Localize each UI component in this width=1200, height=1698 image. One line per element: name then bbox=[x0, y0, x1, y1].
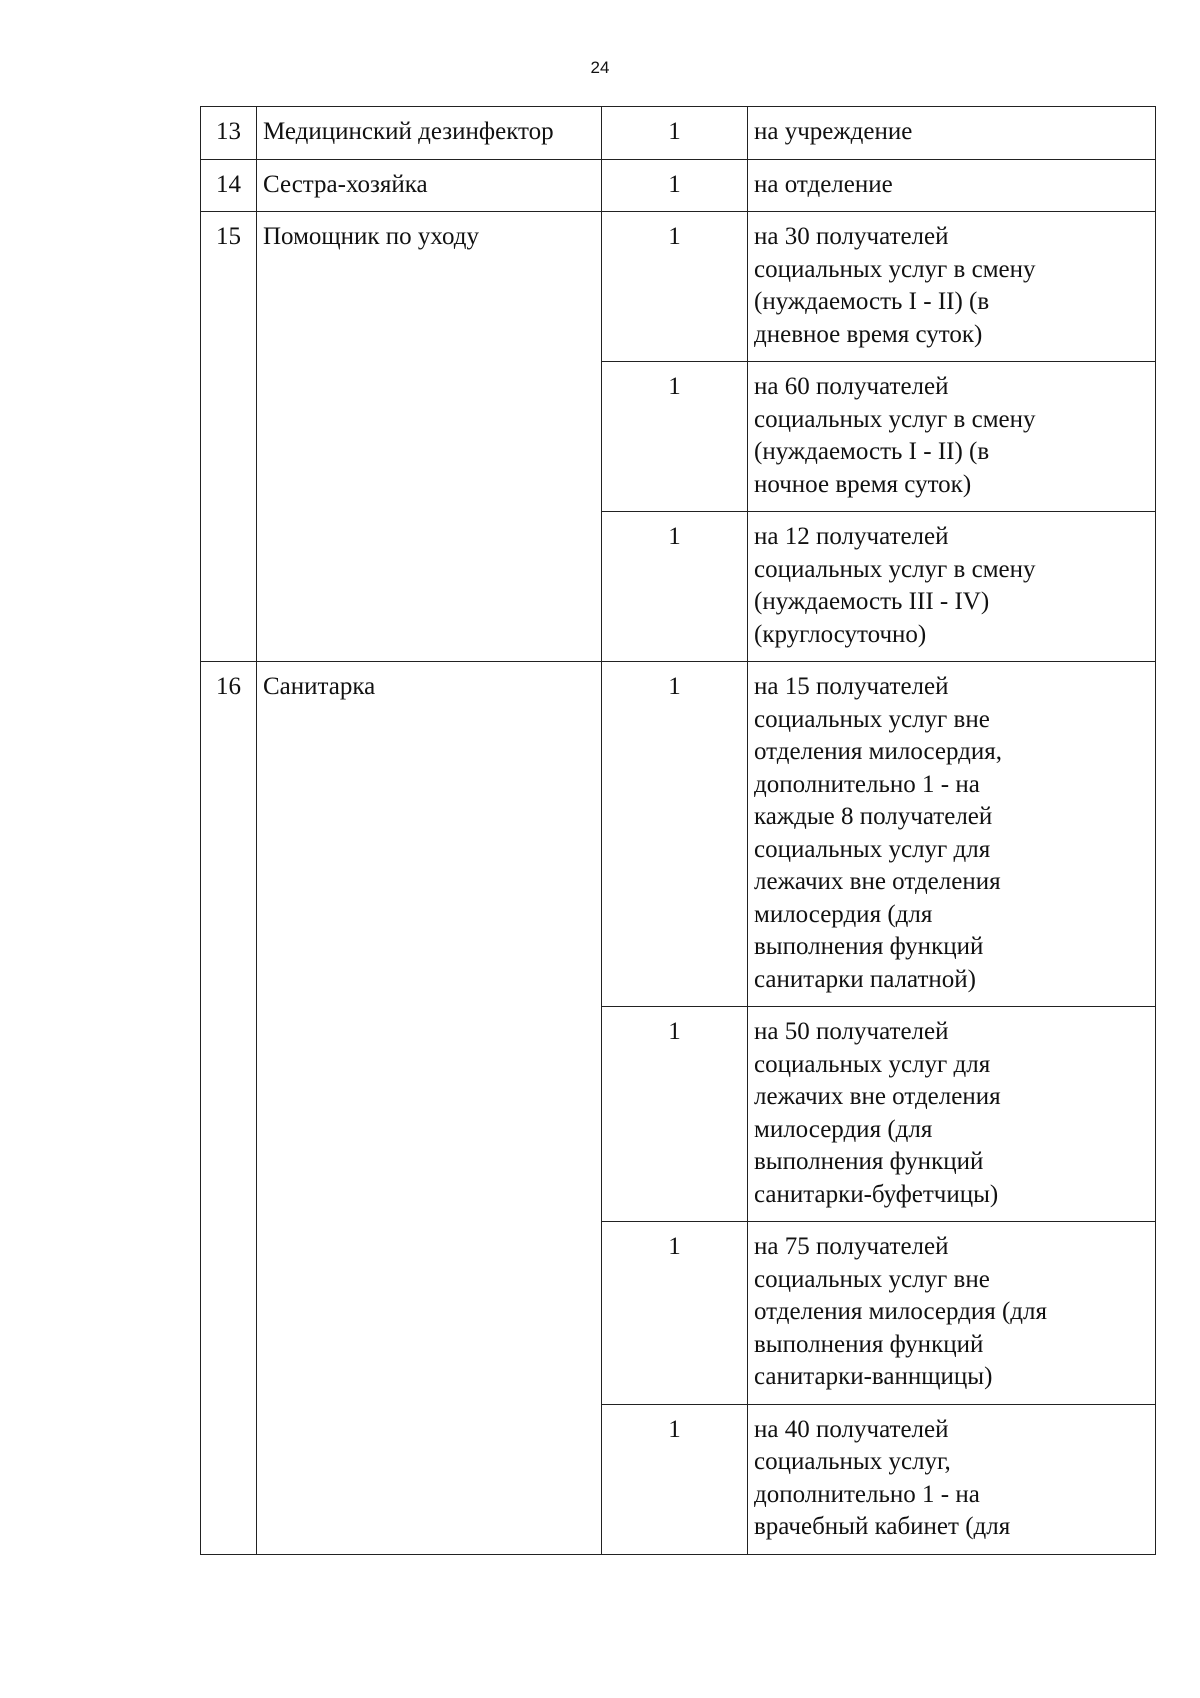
norm-cell bbox=[748, 512, 1156, 662]
norm-line: дополнительно 1 - на bbox=[754, 770, 980, 798]
quantity-cell: 1 bbox=[602, 1404, 748, 1554]
norm-line: выполнения функций bbox=[754, 1330, 984, 1358]
row-number-cell: 16 bbox=[201, 662, 257, 1555]
norm-line: отделения милосердия (для bbox=[754, 1298, 1047, 1325]
norm-line: социальных услуг в смену bbox=[754, 405, 1036, 433]
norm-line: социальных услуг в смену bbox=[754, 255, 1036, 283]
norm-line: санитарки-буфетчицы) bbox=[754, 1180, 999, 1208]
norm-line: выполнения функций bbox=[754, 1148, 984, 1175]
norm-line: на 40 получателей bbox=[754, 1415, 949, 1443]
norm-line: социальных услуг для bbox=[754, 1050, 991, 1078]
norm-line: санитарки-ваннщицы) bbox=[754, 1363, 993, 1390]
quantity-cell: 1 bbox=[602, 1007, 748, 1222]
quantity-cell: 1 bbox=[602, 159, 748, 212]
norm-cell bbox=[748, 662, 1156, 1007]
norm-line: ночное время суток) bbox=[754, 470, 972, 498]
norm-line: врачебный кабинет (для bbox=[754, 1513, 1011, 1540]
norm-line: социальных услуг вне bbox=[754, 1265, 990, 1293]
quantity-cell: 1 bbox=[602, 362, 748, 512]
norm-cell bbox=[748, 159, 1156, 212]
quantity-cell: 1 bbox=[602, 1222, 748, 1405]
norm-line: милосердия (для bbox=[754, 1115, 933, 1143]
norm-line: дневное время суток) bbox=[754, 320, 983, 348]
position-name-cell: Сестра-хозяйка bbox=[257, 159, 602, 212]
norm-line: санитарки палатной) bbox=[754, 965, 976, 993]
table-row bbox=[201, 107, 1156, 160]
page-number: 24 bbox=[590, 58, 610, 77]
norm-line: социальных услуг вне bbox=[754, 705, 990, 733]
norm-cell bbox=[748, 1222, 1156, 1405]
norm-line: на 50 получателей bbox=[754, 1018, 949, 1045]
norm-line: социальных услуг в смену bbox=[754, 555, 1036, 583]
norm-cell bbox=[748, 1404, 1156, 1554]
table-row bbox=[201, 212, 1156, 362]
row-number-cell: 15 bbox=[201, 212, 257, 662]
norm-cell bbox=[748, 362, 1156, 512]
norm-line: на отделение bbox=[754, 170, 893, 198]
norm-line: выполнения функций bbox=[754, 933, 984, 960]
quantity-cell: 1 bbox=[602, 512, 748, 662]
staffing-table-body bbox=[201, 107, 1156, 1555]
row-number-cell: 14 bbox=[201, 159, 257, 212]
norm-line: на 30 получателей bbox=[754, 223, 949, 250]
quantity-cell: 1 bbox=[602, 107, 748, 160]
norm-line: (нуждаемость III - IV) bbox=[754, 588, 990, 615]
staffing-table bbox=[200, 106, 1156, 1555]
norm-line: на 60 получателей bbox=[754, 373, 949, 400]
norm-line: на учреждение bbox=[754, 118, 913, 145]
norm-line: дополнительно 1 - на bbox=[754, 1480, 980, 1508]
position-name-cell: Медицинский дезинфектор bbox=[257, 107, 602, 160]
position-name-cell: Помощник по уходу bbox=[257, 212, 602, 662]
quantity-cell: 1 bbox=[602, 662, 748, 1007]
table-row bbox=[201, 662, 1156, 1007]
norm-line: лежачих вне отделения bbox=[754, 1083, 1001, 1110]
norm-line: каждые 8 получателей bbox=[754, 803, 993, 830]
norm-line: на 15 получателей bbox=[754, 673, 949, 700]
norm-line: лежачих вне отделения bbox=[754, 868, 1001, 895]
norm-line: отделения милосердия, bbox=[754, 738, 1002, 765]
quantity-cell: 1 bbox=[602, 212, 748, 362]
norm-line: (нуждаемость I - II) (в bbox=[754, 288, 990, 315]
norm-cell bbox=[748, 212, 1156, 362]
position-name-cell: Санитарка bbox=[257, 662, 602, 1555]
table-row bbox=[201, 159, 1156, 212]
norm-line: на 12 получателей bbox=[754, 523, 949, 550]
norm-cell bbox=[748, 107, 1156, 160]
norm-line: милосердия (для bbox=[754, 900, 933, 928]
norm-line: социальных услуг для bbox=[754, 835, 991, 863]
norm-line: на 75 получателей bbox=[754, 1233, 949, 1260]
row-number-cell: 13 bbox=[201, 107, 257, 160]
norm-line: социальных услуг, bbox=[754, 1448, 951, 1475]
norm-cell bbox=[748, 1007, 1156, 1222]
norm-line: (нуждаемость I - II) (в bbox=[754, 438, 990, 465]
norm-line: (круглосуточно) bbox=[754, 620, 927, 648]
